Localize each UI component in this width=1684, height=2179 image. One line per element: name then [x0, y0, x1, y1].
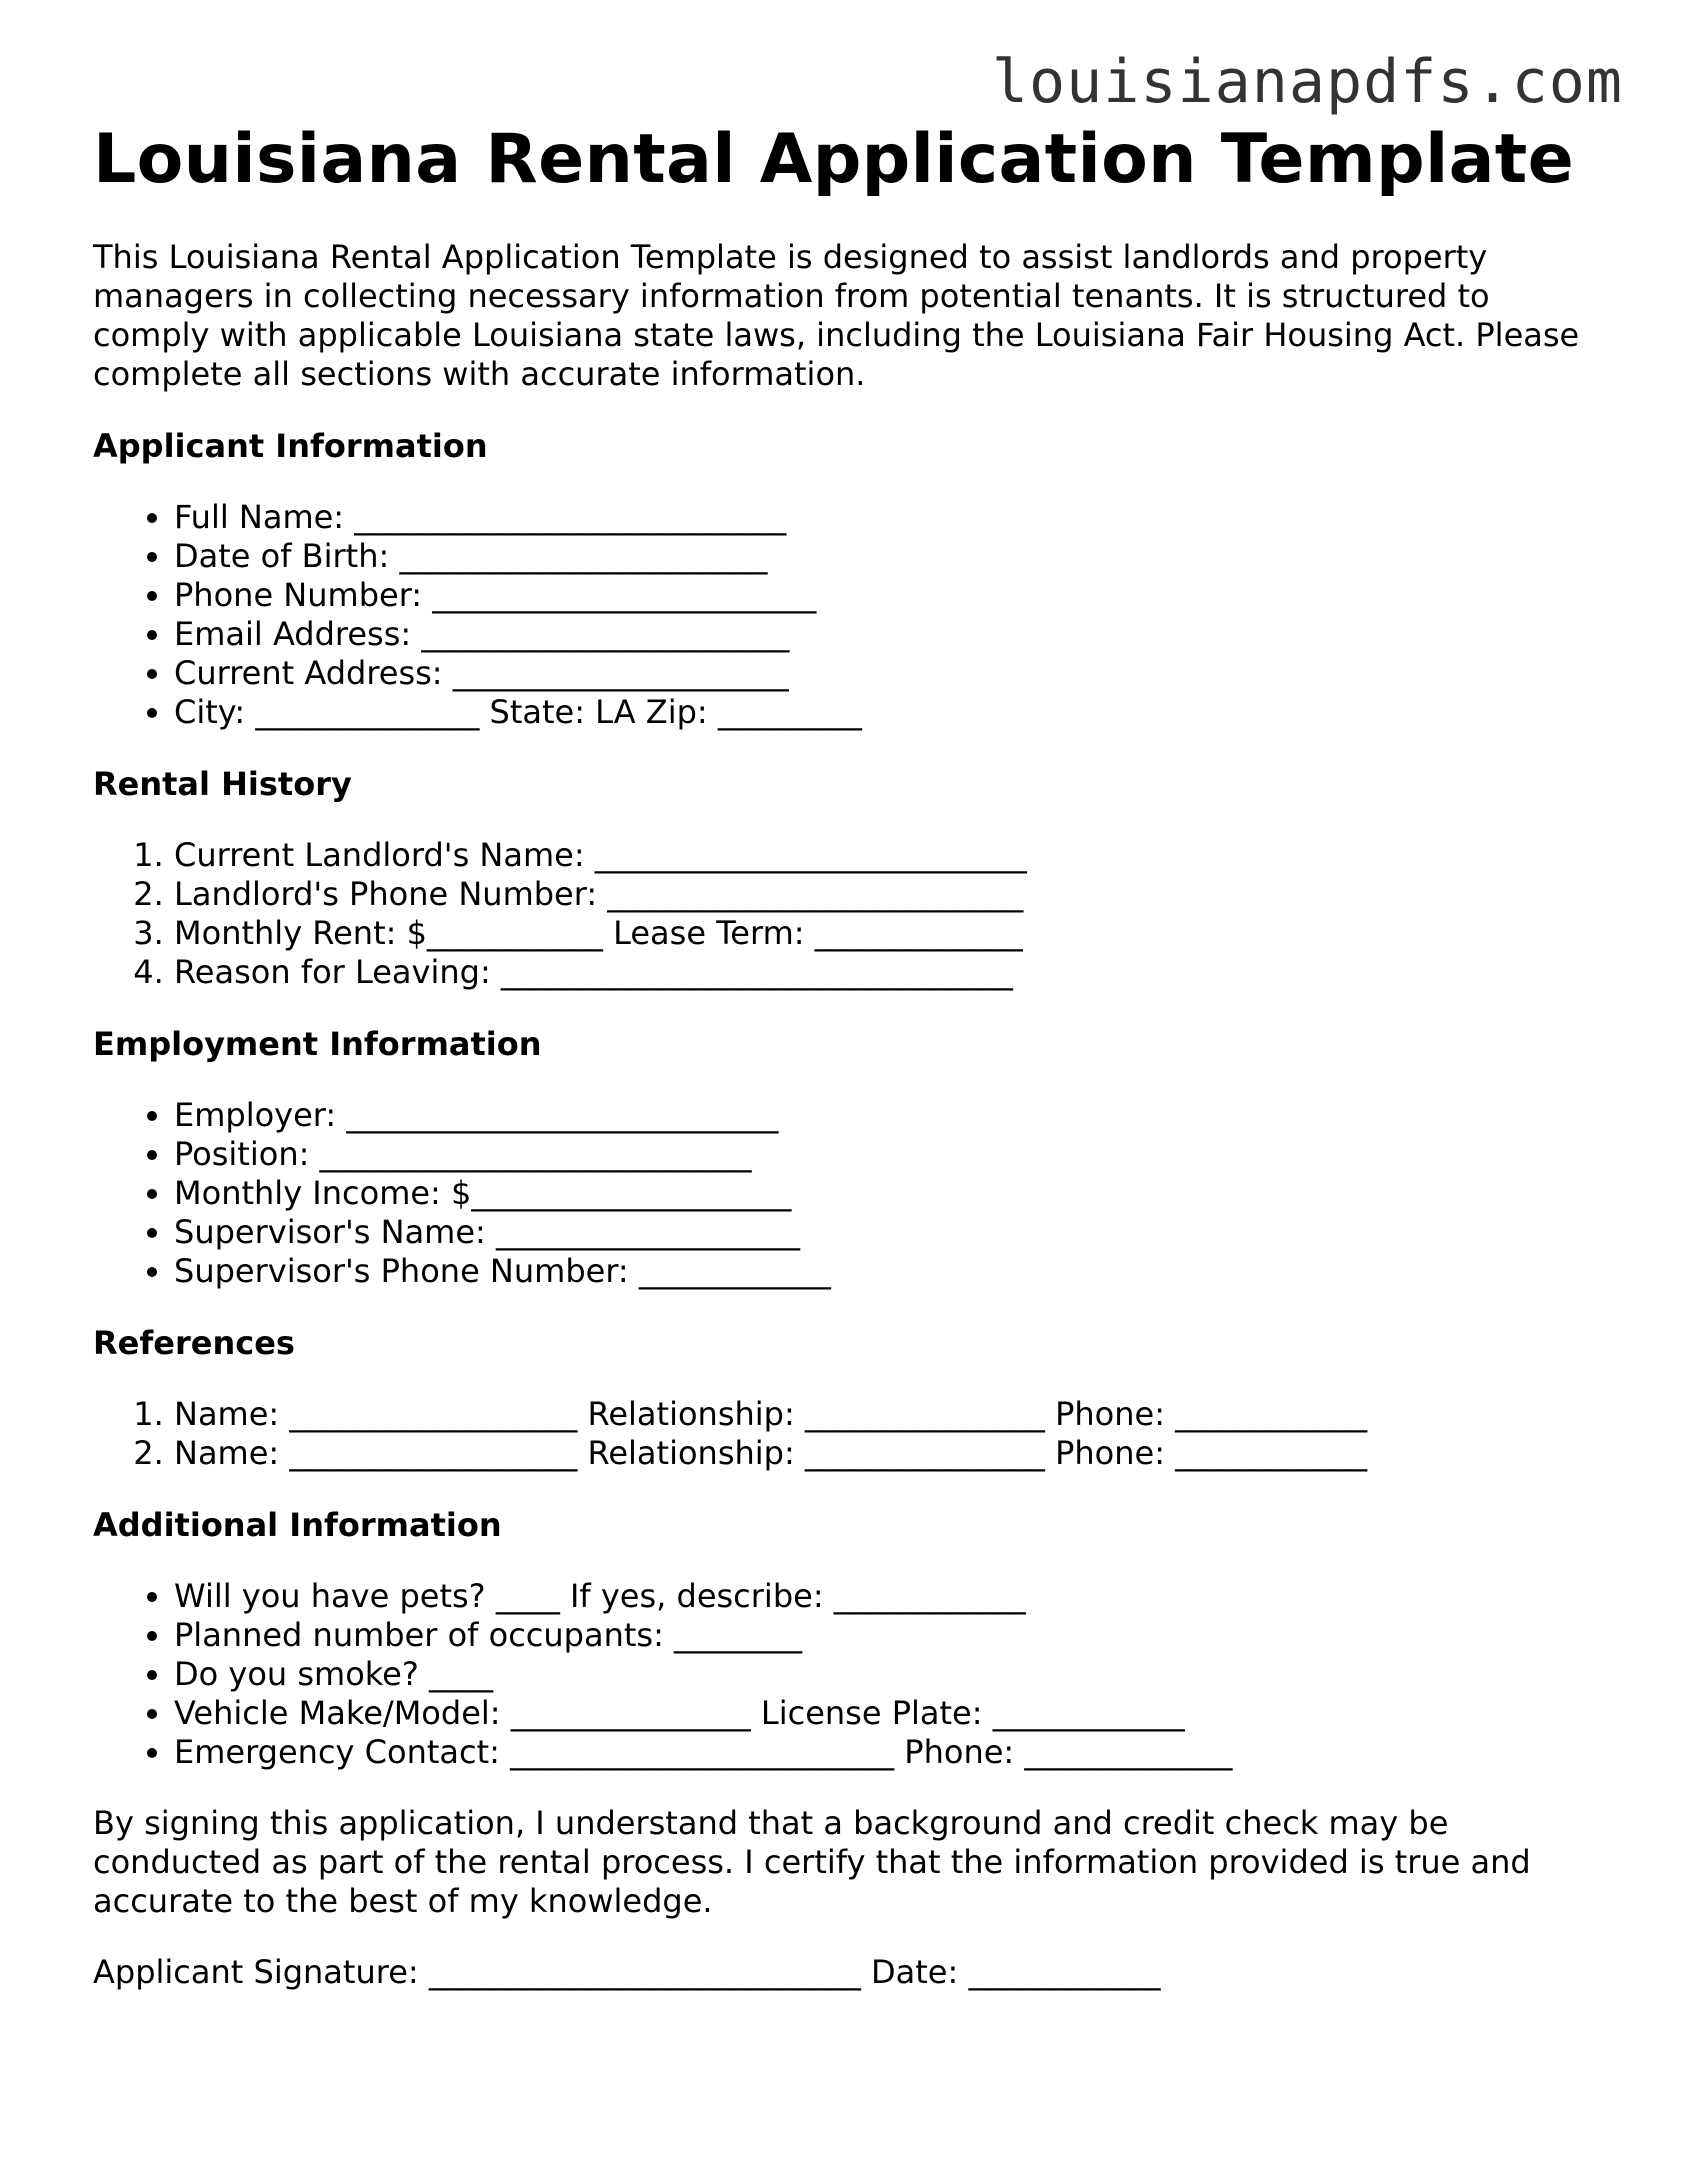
applicant-city-state-zip-field[interactable]: • City: ______________ State: LA Zip: _________	[174, 693, 1613, 732]
applicant-email-field[interactable]: • Email Address: _______________________	[174, 615, 1613, 654]
landlord-name-field[interactable]: 1. Current Landlord's Name: ___________________________	[174, 836, 1613, 875]
pets-field[interactable]: • Will you have pets? ____ If yes, describe: ____________	[174, 1577, 1613, 1616]
additional-info-list	[93, 1577, 1613, 1772]
supervisor-phone-field[interactable]: • Supervisor's Phone Number: ____________	[174, 1252, 1613, 1291]
applicant-info-heading: Applicant Information	[93, 427, 488, 465]
reference-2-field[interactable]: 2. Name: __________________ Relationship: _______________ Phone: ____________	[174, 1434, 1613, 1473]
applicant-info-list	[93, 498, 1613, 732]
vehicle-field[interactable]: • Vehicle Make/Model: _______________ License Plate: ____________	[174, 1694, 1613, 1733]
employment-info-list	[93, 1096, 1613, 1291]
smoking-field[interactable]: • Do you smoke? ____	[174, 1655, 1613, 1694]
additional-info-heading: Additional Information	[93, 1506, 502, 1544]
occupants-field[interactable]: • Planned number of occupants: ________	[174, 1616, 1613, 1655]
monthly-income-field[interactable]: • Monthly Income: $____________________	[174, 1174, 1613, 1213]
applicant-dob-field[interactable]: • Date of Birth: _______________________	[174, 537, 1613, 576]
emergency-contact-field[interactable]: • Emergency Contact: ________________________ Phone: _____________	[174, 1733, 1613, 1772]
supervisor-name-field[interactable]: • Supervisor's Name: ___________________	[174, 1213, 1613, 1252]
watermark: louisianapdfs.com	[991, 47, 1623, 117]
reference-1-field[interactable]: 1. Name: __________________ Relationship: _______________ Phone: ____________	[174, 1395, 1613, 1434]
applicant-full-name-field[interactable]: • Full Name: ___________________________	[174, 498, 1613, 537]
applicant-address-field[interactable]: • Current Address: _____________________	[174, 654, 1613, 693]
applicant-phone-field[interactable]: • Phone Number: ________________________	[174, 576, 1613, 615]
intro-paragraph: This Louisiana Rental Application Template is designed to assist landlords and property managers in collecting necessary information from potential tenants. It is structured to comply with applicable Louisiana state laws, including the Louisiana Fair Housing Act. Please complete all sections with accurate information.	[93, 238, 1580, 393]
position-field[interactable]: • Position: ___________________________	[174, 1135, 1613, 1174]
monthly-rent-lease-term-field[interactable]: 3. Monthly Rent: $___________ Lease Term: _____________	[174, 914, 1613, 953]
page-title: Louisiana Rental Application Template	[93, 120, 1575, 199]
signature-date-field[interactable]: Applicant Signature: ___________________________ Date: ____________	[93, 1953, 1161, 1991]
references-list	[93, 1395, 1613, 1473]
certification-paragraph: By signing this application, I understand that a background and credit check may be conducted as part of the rental process. I certify that the information provided is true and accurate to the best of my knowledge.	[93, 1804, 1531, 1920]
employer-field[interactable]: • Employer: ___________________________	[174, 1096, 1613, 1135]
document-page	[93, 118, 1613, 1992]
references-heading: References	[93, 1324, 295, 1362]
employment-info-heading: Employment Information	[93, 1025, 542, 1063]
rental-history-heading: Rental History	[93, 765, 352, 803]
reason-for-leaving-field[interactable]: 4. Reason for Leaving: ________________________________	[174, 953, 1613, 992]
rental-history-list	[93, 836, 1613, 992]
landlord-phone-field[interactable]: 2. Landlord's Phone Number: __________________________	[174, 875, 1613, 914]
